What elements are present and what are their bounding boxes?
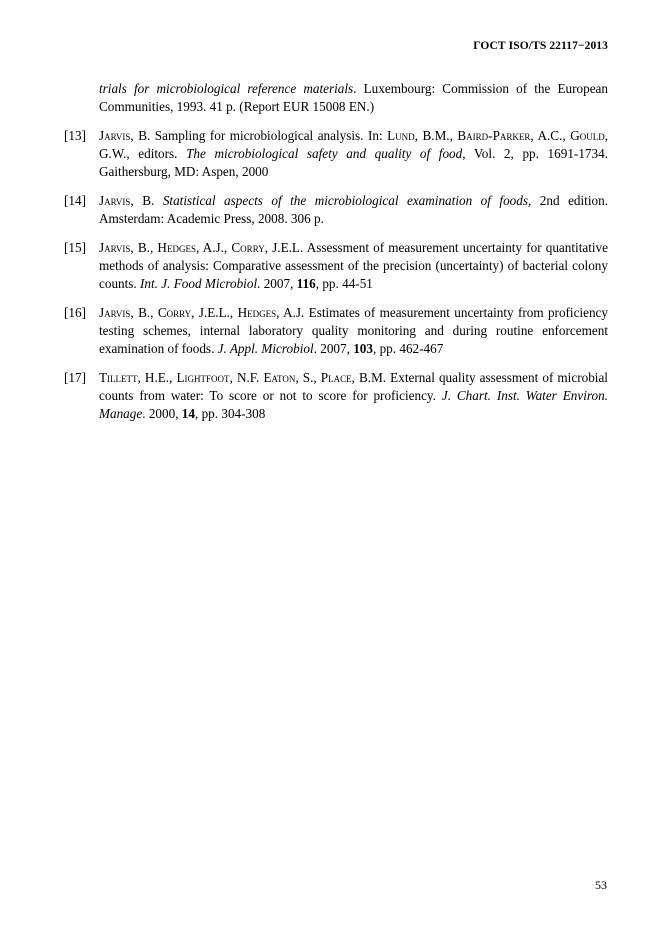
reference-italic-text: The microbiological safety and quality of food [186,146,463,161]
reference-author-name: Corry [231,240,265,255]
reference-italic-text: Statistical aspects of the microbiological examination of foods, [162,193,532,208]
document-standard-header: ГОСТ ISO/TS 22117−2013 [473,40,608,52]
reference-author-name: Gould [570,128,605,143]
reference-bold-text: 116 [296,276,316,291]
reference-author-name: Place [320,370,352,385]
reference-author-name: Baird-Parker [457,128,531,143]
reference-author-name: Jarvis [99,305,131,320]
reference-entry [64,127,608,181]
reference-text-segment: , G.W., editors. [99,128,609,161]
reference-text-segment: . Luxembourg: Commission of the European Communities, 1993. 41 p. (Report EUR 15008 EN.) [99,81,609,114]
reference-text-segment: , B.M. External quality assessment of microbial counts from water: To score or not to score for proficiency. [99,370,608,403]
reference-text [99,80,608,116]
reference-italic-text: trials for microbiological reference materials [99,81,354,96]
reference-text-segment: 2nd edition. Amsterdam: Academic Press, 2008. 306 p. [99,193,608,226]
reference-text-segment: , B., [130,240,158,255]
reference-entry [64,369,608,423]
reference-text-segment: . 2007, [313,341,354,356]
reference-text-segment: , B. [130,193,163,208]
reference-text-segment: . 2007, [257,276,297,291]
bibliography-list [64,80,608,434]
reference-text-segment: , Vol. 2, pp. 1691-1734. Gaithersburg, MD: Aspen, 2000 [99,146,608,179]
reference-bold-text: 103 [353,341,373,356]
reference-author-name: Jarvis [99,240,131,255]
reference-text-segment: , A.J., [195,240,232,255]
reference-author-name: Jarvis [99,193,131,208]
reference-text [99,127,608,181]
reference-author-name: Eaton [263,370,296,385]
reference-number: [13] [64,128,86,143]
reference-author-name: Jarvis [99,128,131,143]
reference-number: [17] [64,370,86,385]
reference-text [99,192,608,228]
reference-text-segment: , J.E.L. Assessment of measurement uncertainty for quantitative methods of analysis: Comparative assessment of the precision (uncertainty) of bacterial colony counts. [99,240,609,291]
reference-text-segment: . 2000, [142,406,182,421]
reference-italic-text: Int. J. Food Microbiol [140,276,258,291]
reference-entry [64,80,608,116]
reference-entry [64,192,608,228]
reference-text-segment: , pp. 304-308 [194,406,266,421]
reference-text [99,239,608,293]
reference-text-segment: , A.C., [530,128,571,143]
reference-author-name: Lightfoot [176,370,230,385]
reference-text-segment: , J.E.L., [191,305,238,320]
reference-number: [15] [64,240,86,255]
reference-text-segment: , pp. 462-467 [372,341,444,356]
reference-text-segment: , H.E., [137,370,177,385]
reference-text-segment: , B.M., [414,128,458,143]
reference-author-name: Hedges [237,305,277,320]
reference-author-name: Tillett [99,370,138,385]
reference-italic-text: J. Chart. Inst. Water Environ. Manage [99,388,608,421]
reference-text-segment: , pp. 44-51 [315,276,373,291]
reference-number: [14] [64,193,86,208]
page-number: 53 [595,878,607,892]
reference-text-segment: , A.J. Estimates of measurement uncertainty from proficiency testing schemes, internal laboratory quality monitoring and during routine enforcement examination of foods. [99,305,609,356]
reference-author-name: Lund [387,128,415,143]
reference-bold-text: 14 [181,406,195,421]
reference-text-segment: , B., [130,305,158,320]
reference-text [99,304,608,358]
reference-italic-text: J. Appl. Microbiol [217,341,314,356]
reference-text-segment: , N.F. [229,370,264,385]
reference-author-name: Corry [157,305,192,320]
reference-text-segment: , B. Sampling for microbiological analysis. In: [130,128,388,143]
reference-text-segment: , S., [295,370,321,385]
reference-text [99,369,608,423]
reference-number: [16] [64,305,86,320]
reference-author-name: Hedges [157,240,196,255]
reference-entry [64,304,608,358]
reference-entry [64,239,608,293]
